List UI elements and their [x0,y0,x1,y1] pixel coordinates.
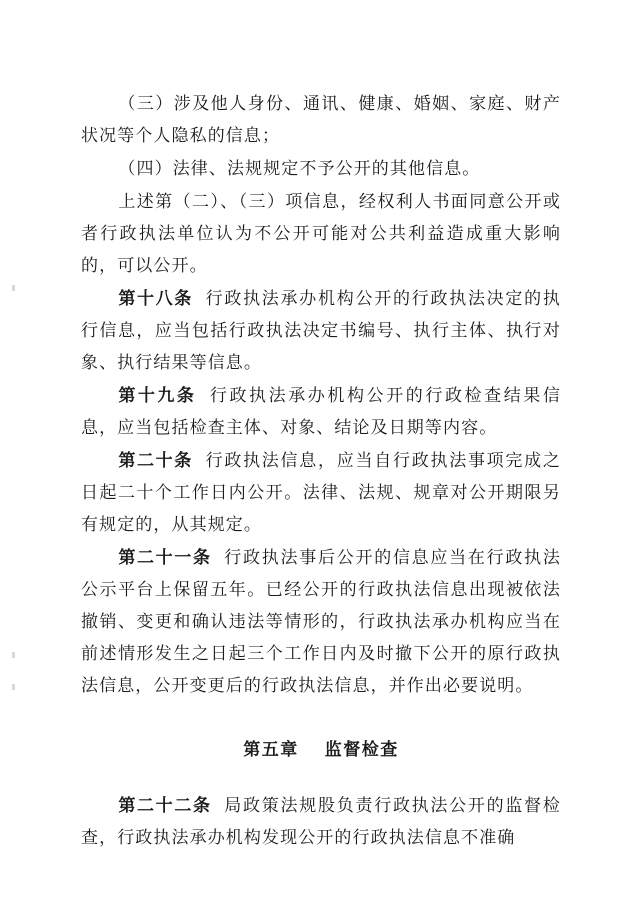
paragraph: （四）法律、法规规定不予公开的其他信息。 [118,159,481,179]
article-label: 第十九条 [118,386,197,406]
article-22 [81,790,561,854]
article-label: 第十八条 [118,289,193,309]
article-text: 局政策法规股负责行政执法公开的监督检查，行政执法承办机构发现公开的行政执法信息不准确 [81,796,561,848]
article-21 [81,542,561,702]
scan-mark [12,684,15,690]
article-label: 第二十条 [118,451,193,471]
scan-mark [12,285,15,291]
chapter-title: 监督检查 [324,740,399,760]
chapter-number: 第五章 [243,740,299,760]
chapter-heading [81,735,561,760]
article-text: 行政执法承办机构公开的行政执法决定的执行信息，应当包括行政执法决定书编号、执行主体、执行对象、执行结果等信息。 [81,289,561,373]
article-text: 行政执法信息，应当自行政执法事项完成之日起二十个工作日内公开。法律、法规、规章对公开期限另有规定的，从其规定。 [81,451,561,535]
paragraph: （三）涉及他人身份、通讯、健康、婚姻、家庭、财产状况等个人隐私的信息； [81,94,561,146]
article-20 [81,445,561,541]
article-18 [81,283,561,379]
article-text: 行政执法事后公开的信息应当在行政执法公示平台上保留五年。已经公开的行政执法信息出现被依法撤销、变更和确认违法等情形的，行政执法承办机构应当在前述情形发生之日起三个工作日内及时撤下公开的原行政执法信息，公开变更后的行政执法信息，并作出必要说明。 [81,548,561,696]
paragraph: 上述第（二）、（三）项信息，经权利人书面同意公开或者行政执法单位认为不公开可能对公共利益造成重大影响的，可以公开。 [81,192,561,276]
article-label: 第二十二条 [118,796,212,816]
article-text: 行政执法承办机构公开的行政检查结果信息，应当包括检查主体、对象、结论及日期等内容。 [81,386,561,438]
article-label: 第二十一条 [118,548,212,568]
document-body [81,88,561,855]
scan-mark [12,652,15,658]
article-19 [81,380,561,444]
